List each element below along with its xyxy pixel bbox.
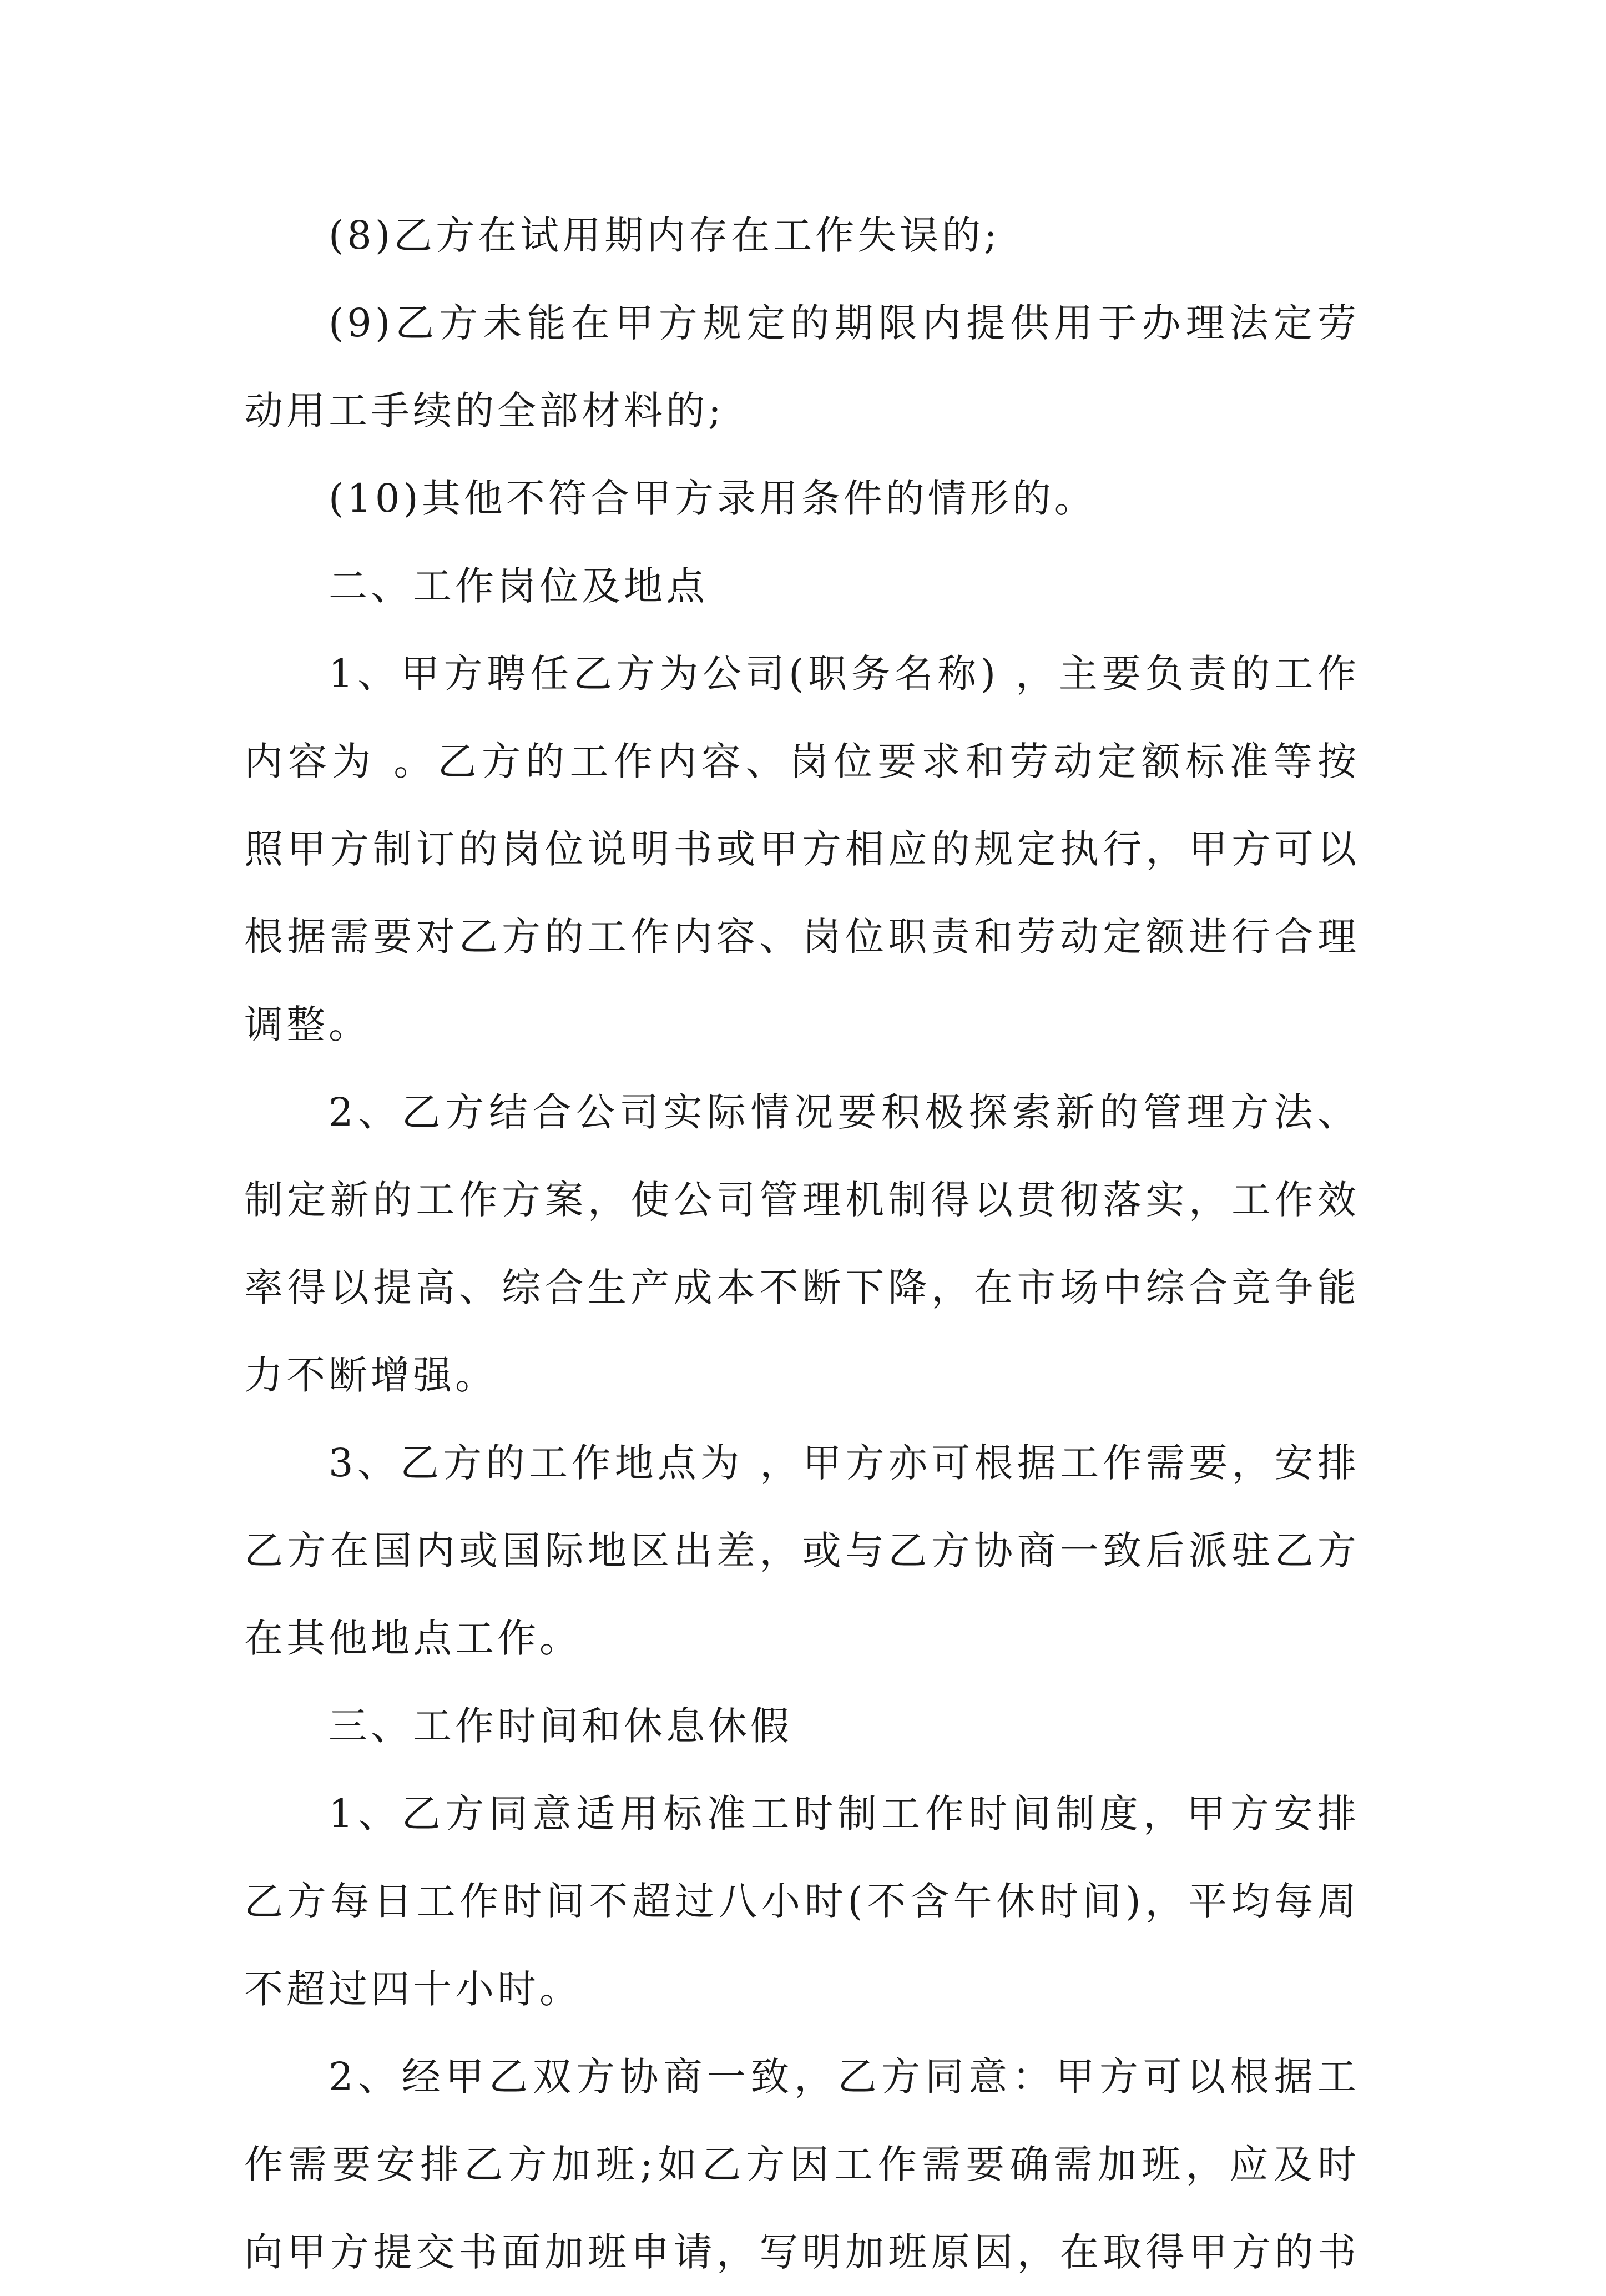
text-line: 2、经甲乙双方协商一致，乙方同意：甲方可以根据工 xyxy=(329,2054,1360,2100)
text-line: (9)乙方未能在甲方规定的期限内提供用于办理法定劳 xyxy=(329,300,1360,346)
text-line: (10)其他不符合甲方录用条件的情形的。 xyxy=(329,476,1097,521)
text-line: 3、乙方的工作地点为 ，甲方亦可根据工作需要，安排 xyxy=(329,1440,1360,1486)
section-heading: 三、工作时间和休息休假 xyxy=(329,1703,792,1749)
text-line: 根据需要对乙方的工作内容、岗位职责和劳动定额进行合理 xyxy=(244,914,1360,960)
text-line: 1、甲方聘任乙方为公司(职务名称) ，主要负责的工作 xyxy=(329,651,1360,697)
text-line: 2、乙方结合公司实际情况要积极探索新的管理方法、 xyxy=(329,1089,1360,1135)
text-line: 不超过四十小时。 xyxy=(244,1966,582,2012)
section-heading: 二、工作岗位及地点 xyxy=(329,563,708,609)
text-line: 1、乙方同意适用标准工时制工作时间制度，甲方安排 xyxy=(329,1791,1360,1836)
text-line: 动用工手续的全部材料的; xyxy=(244,388,725,433)
text-line: 在其他地点工作。 xyxy=(244,1616,582,1661)
text-line: 内容为 。乙方的工作内容、岗位要求和劳动定额标准等按 xyxy=(244,739,1360,784)
text-line: 调整。 xyxy=(244,1002,371,1047)
text-line: (8)乙方在试用期内存在工作失误的; xyxy=(329,213,1001,258)
document-body xyxy=(244,191,1360,2296)
text-line: 向甲方提交书面加班申请，写明加班原因，在取得甲方的书 xyxy=(244,2229,1360,2275)
text-line: 作需要安排乙方加班;如乙方因工作需要确需加班，应及时 xyxy=(244,2142,1360,2187)
text-line: 乙方在国内或国际地区出差，或与乙方协商一致后派驻乙方 xyxy=(244,1528,1360,1573)
text-line: 力不断增强。 xyxy=(244,1353,497,1398)
text-line: 照甲方制订的岗位说明书或甲方相应的规定执行，甲方可以 xyxy=(244,826,1360,872)
text-line: 乙方每日工作时间不超过八小时(不含午休时间)，平均每周 xyxy=(244,1879,1360,1924)
text-line: 率得以提高、综合生产成本不断下降，在市场中综合竞争能 xyxy=(244,1265,1360,1310)
text-line: 制定新的工作方案，使公司管理机制得以贯彻落实，工作效 xyxy=(244,1177,1360,1223)
